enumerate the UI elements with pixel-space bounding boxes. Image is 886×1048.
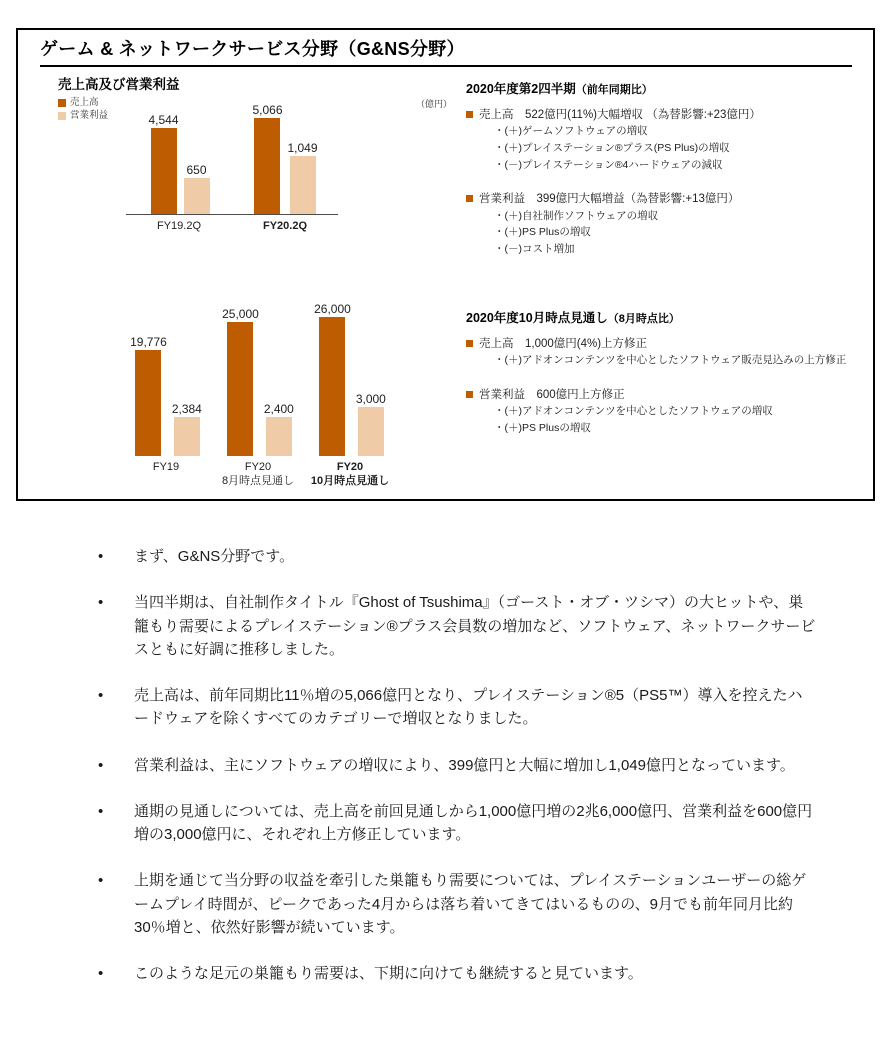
bar-column — [288, 141, 318, 214]
category-label: FY19.2Q — [156, 220, 202, 232]
bar-value-label: 2,384 — [171, 401, 202, 416]
commentary-list — [134, 545, 816, 985]
chart-plot-area — [120, 302, 396, 456]
bar-group — [120, 335, 212, 456]
highlight-sub-item: ・(＋)ゲームソフトウェアの増収 — [494, 125, 648, 138]
bar-group — [232, 103, 338, 214]
square-bullet-icon — [466, 195, 473, 202]
category-label: FY19 — [152, 460, 180, 473]
bar-sales — [254, 118, 280, 214]
q2-heading-text: 2020年度第2四半期 — [466, 82, 576, 96]
bar-value-label: 26,000 — [314, 301, 351, 316]
category-label: FY20 10月時点見通し — [310, 460, 390, 487]
highlight-item — [466, 191, 863, 257]
full-year-outlook-bar-chart — [58, 302, 458, 489]
chart-section-title: 売上高及び営業利益 — [58, 77, 180, 92]
highlight-item-head — [466, 336, 863, 352]
bar-value-label: 4,544 — [148, 113, 179, 127]
bar-column — [172, 402, 202, 456]
bar-value-label: 3,000 — [355, 391, 386, 406]
highlights-column — [458, 67, 873, 488]
bar-column — [184, 163, 210, 214]
page-title: ゲーム & ネットワークサービス分野（G&NS分野） — [40, 39, 465, 59]
chart-category-labels — [126, 215, 338, 234]
highlight-item-head — [466, 191, 863, 207]
highlight-item — [466, 107, 863, 173]
highlight-item-label: 売上高 522億円(11%)大幅増収 （為替影響:+23億円） — [479, 109, 761, 121]
outlook-highlights-block — [466, 308, 863, 437]
bar-value-label: 19,776 — [130, 334, 167, 349]
panel-body — [18, 67, 873, 488]
chart-category-labels — [120, 456, 396, 489]
bar-sales — [319, 317, 345, 456]
outlook-heading — [466, 308, 863, 326]
bar-value-label: 5,066 — [252, 103, 283, 117]
highlight-sub-item: ・(＋)PS Plusの増収 — [494, 421, 591, 434]
bar-profit — [358, 407, 384, 456]
highlight-sub-item: ・(－)プレイステーション®4ハードウェアの減収 — [494, 158, 723, 171]
bar-sales — [227, 322, 253, 456]
unit-label: （億円） — [415, 99, 452, 109]
outlook-heading-suffix: （8月時点比） — [607, 312, 680, 325]
highlight-item-head — [466, 107, 863, 123]
q2-heading — [466, 79, 863, 97]
highlight-sub-item: ・(＋)アドオンコンテンツを中心としたソフトウェアの増収 — [494, 404, 773, 417]
commentary-bullet: • 通期の見通しについては、売上高を前回見通しから1,000億円増の2兆6,000億円、営業利益を600億円増の3,000億円に、それぞれ上方修正しています。 — [134, 800, 816, 847]
bar-column — [264, 402, 294, 456]
category-label: FY20.2Q — [262, 220, 308, 232]
highlight-item — [466, 336, 863, 369]
square-bullet-icon — [466, 391, 473, 398]
bar-column — [252, 103, 282, 214]
q2-highlights-block — [466, 79, 863, 258]
bar-value-label: 1,049 — [287, 141, 318, 155]
commentary-bullet: • このような足元の巣籠もり需要は、下期に向けても継続すると見ています。 — [134, 962, 816, 985]
commentary-bullet: • 営業利益は、主にソフトウェアの増収により、399億円と大幅に増加し1,049億円となっています。 — [134, 754, 816, 777]
bar-profit — [174, 417, 200, 456]
bar-group — [126, 113, 232, 214]
outlook-heading-text: 2020年度10月時点見通し — [466, 310, 608, 325]
bar-value-label: 2,400 — [263, 401, 294, 416]
highlight-item-label: 営業利益 399億円大幅増益（為替影響:+13億円） — [479, 193, 740, 206]
panel-title-underline — [40, 32, 852, 67]
charts-column — [18, 67, 458, 488]
highlight-sub-item: ・(＋)プレイステーション®プラス(PS Plus)の増収 — [494, 141, 730, 154]
commentary-bullet: • まず、G&NS分野です。 — [134, 545, 816, 568]
square-bullet-icon — [466, 111, 473, 118]
highlight-sub-item: ・(＋)アドオンコンテンツを中心としたソフトウェア販売見込みの上方修正 — [494, 354, 847, 367]
highlight-item-label: 営業利益 600億円上方修正 — [479, 388, 625, 401]
bar-sales — [135, 350, 161, 456]
commentary-bullet: • 売上高は、前年同期比11％増の5,066億円となり、プレイステーション®5（PS5™）導入を控えたハードウェアを除くすべてのカテゴリーで増収となりました。 — [134, 684, 816, 731]
bar-group — [304, 302, 396, 456]
bar-column — [148, 113, 178, 214]
outlook-items — [466, 336, 863, 437]
bar-column — [314, 302, 351, 456]
bar-column — [222, 307, 259, 456]
bar-column — [356, 392, 386, 456]
square-bullet-icon — [466, 340, 473, 347]
commentary-bullet: • 上期を通じて当分野の収益を牽引した巣籠もり需要については、プレイステーションユーザーの総ゲームプレイ時間が、ピークであった4月からは落ち着いてきてはいるものの、9月でも前年同月比約30％増と、依然好影響が続いています。 — [134, 869, 816, 939]
bar-profit — [290, 156, 316, 214]
highlight-sub-item: ・(＋)PS Plusの増収 — [494, 226, 591, 239]
q2-heading-suffix: （前年同期比） — [575, 84, 653, 96]
quarterly-bar-chart — [58, 103, 458, 234]
q2-items — [466, 107, 863, 258]
bar-sales — [151, 128, 177, 214]
earnings-page — [0, 28, 886, 985]
commentary-bullet: • 当四半期は、自社制作タイトル『Ghost of Tsushima』（ゴースト・オブ・ツシマ）の大ヒットや、巣籠もり需要によるプレイステーション®プラス会員数の増加など、ソフトウェア、ネットワークサービスともに好調に推移しました。 — [134, 591, 816, 661]
bar-profit — [184, 178, 210, 214]
highlight-sub-item: ・(－)コスト増加 — [494, 243, 575, 256]
chart-plot-area — [126, 103, 338, 215]
highlight-sub-item: ・(＋)自社制作ソフトウェアの増収 — [494, 209, 659, 222]
highlight-item-label: 売上高 1,000億円(4%)上方修正 — [479, 337, 648, 350]
bar-value-label: 25,000 — [222, 306, 259, 321]
legend-label: 売上高 — [70, 97, 99, 108]
bar-profit — [266, 417, 292, 456]
highlight-item-head — [466, 387, 863, 403]
category-label: FY20 8月時点見通し — [221, 460, 295, 487]
highlight-item — [466, 387, 863, 437]
gns-segment-panel — [16, 28, 875, 501]
legend-label: 営業利益 — [70, 110, 109, 121]
bar-value-label: 650 — [186, 163, 207, 177]
bar-group — [212, 307, 304, 456]
bar-column — [130, 335, 167, 456]
